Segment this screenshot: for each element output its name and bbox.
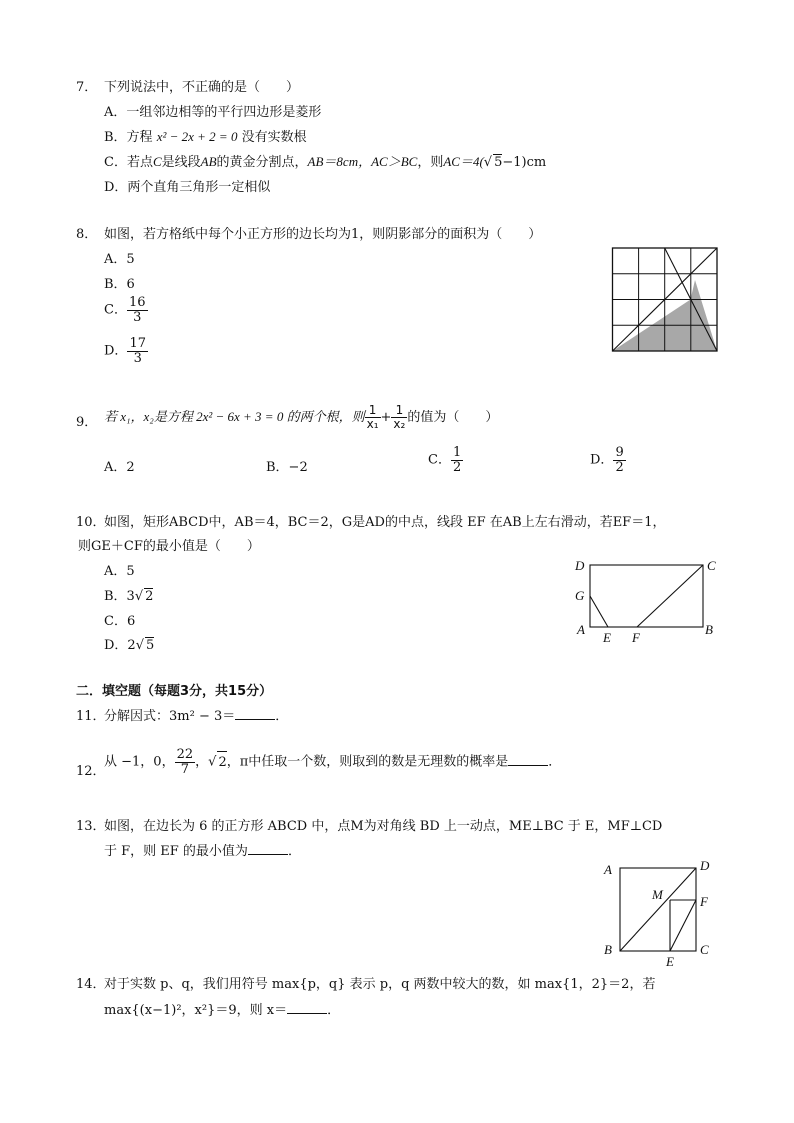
section2-heading: 二．填空题（每题3分，共15分） <box>76 684 273 699</box>
q9-d-fraction <box>613 446 625 474</box>
q8-option-c <box>104 296 148 324</box>
q11-answer-blank[interactable] <box>235 708 275 720</box>
q8-number: 8． <box>76 227 98 242</box>
q7-option-b <box>104 126 307 145</box>
q9-fraction-1 <box>365 404 381 430</box>
q13-label-b: B <box>604 942 612 957</box>
q13-line2-text: 于 F，则 EF 的最小值为 <box>104 844 248 859</box>
q8-d-fraction <box>127 337 148 365</box>
q12-numerator: 22 <box>176 747 194 762</box>
q13-answer-blank[interactable] <box>248 843 288 855</box>
q12-body: 从 −1，0， $\frac{22}{7}$ ，√ 2，π中任取一个数，则取到的数是无理数的概率是 ． <box>104 747 562 777</box>
q14-line2 <box>104 999 340 1018</box>
q10-option-d: D．2√ 5 <box>104 638 155 653</box>
q12-fraction <box>175 748 196 776</box>
q7-option-d: D．两个直角三角形一定相似 <box>104 180 271 195</box>
q10-label-b: B <box>705 622 713 637</box>
q10-d-sqrt: 5 <box>146 638 155 653</box>
q13-number: 13． <box>76 819 106 834</box>
q9-stem <box>104 404 498 431</box>
q12-denominator: 7 <box>180 761 189 777</box>
q7-c-prefix: C．若点 <box>104 155 153 170</box>
q9-c-fraction <box>451 446 463 474</box>
q9-option-b: B．−2 <box>266 460 308 475</box>
q9-c-label: C． <box>428 452 451 468</box>
q8-stem: 如图，若方格纸中每个小正方形的边长均为1，则阴影部分的面积为（ ） <box>104 227 542 242</box>
q7-option-c: C．若点C是线段AB的黄金分割点，AB＝8cm，AC＞BC，则AC＝4(√ 5−1)cm <box>104 154 547 170</box>
q14-end: ． <box>327 1003 341 1018</box>
q7-c-ac: AC＝4( <box>443 154 484 169</box>
q11-text: 分解因式：3m² − 3＝ <box>104 709 236 724</box>
q13-label-f: F <box>700 894 708 909</box>
q13-end: ． <box>287 844 301 859</box>
q9-option-c <box>428 446 463 474</box>
q12-suffix: ，π中任取一个数，则取到的数是无理数的概率是 <box>226 754 509 770</box>
q7-c-end: −1)cm <box>502 155 547 170</box>
q7-option-b-equation: x² − 2x + 2 = 0 <box>156 129 238 144</box>
q13-segment-ef <box>670 900 696 951</box>
q7-option-b-suffix: 没有实数根 <box>237 130 307 145</box>
q8-c-denominator: 3 <box>133 309 142 325</box>
q11-end: ． <box>275 709 289 724</box>
q10-b-label: B．3 <box>104 589 135 604</box>
q7-option-b-prefix: B．方程 <box>104 130 157 145</box>
q9-fraction-2 <box>391 404 407 430</box>
q8-c-numerator: 16 <box>128 295 146 310</box>
q7-stem: 下列说法中，不正确的是（ ） <box>104 80 300 95</box>
q7-c-ab: AB＝8cm， <box>307 154 372 169</box>
q10-label-f: F <box>632 630 640 645</box>
q10-b-sqrt: 2 <box>145 589 154 604</box>
q13-label-d: D <box>700 858 710 873</box>
q14-line2-text: max{(x−1)²，x²}＝9，则 x＝ <box>104 1003 288 1018</box>
q10-segment-ge <box>590 596 608 627</box>
q10-label-g: G <box>575 588 585 603</box>
q7-number: 7． <box>76 80 98 95</box>
q14-line1: 对于实数 p、q，我们用符号 max{p，q} 表示 p，q 两数中较大的数，如 max{1，2}＝2，若 <box>104 977 656 992</box>
q9-number: 9． <box>76 415 98 430</box>
q8-option-b: B．6 <box>104 277 135 292</box>
q14-answer-blank[interactable] <box>287 1002 327 1014</box>
q8-option-a: A．5 <box>104 252 135 267</box>
q12-sqrt: 2 <box>217 751 226 774</box>
q14-number: 14． <box>76 977 106 992</box>
q10-label-c: C <box>707 558 716 573</box>
q7-c-mid1: 是线段 <box>161 155 201 170</box>
q12-answer-blank[interactable] <box>508 754 548 766</box>
q10-option-c: C．6 <box>104 614 136 629</box>
q8-option-d <box>104 337 148 365</box>
q10-segment-cf <box>637 565 703 627</box>
q13-label-e: E <box>666 954 674 969</box>
q13-label-a: A <box>604 862 612 877</box>
q8-d-denominator: 3 <box>133 350 142 366</box>
q9-d-denominator: 2 <box>615 459 624 475</box>
q7-c-then: ，则 <box>417 155 444 170</box>
q13-line1: 如图，在边长为 6 的正方形 ABCD 中，点M为对角线 BD 上一动点，ME⊥BC 于 E，MF⊥CD <box>104 819 663 834</box>
q7-c-mid2: 的黄金分割点， <box>216 155 308 170</box>
q11-number: 11． <box>76 709 106 724</box>
q8-grid-figure <box>610 246 720 356</box>
q9-option-a: A．2 <box>104 460 135 475</box>
q10-option-b: B．3√ 2 <box>104 589 154 604</box>
q13-line2 <box>104 840 301 859</box>
q10-label-a: A <box>577 622 585 637</box>
q8-d-label: D． <box>104 343 128 359</box>
q7-c-compare: AC＞BC <box>371 154 418 169</box>
q10-label-d: D <box>575 558 585 573</box>
q10-d-label: D．2 <box>104 638 136 653</box>
q7-c-sqrt: 5 <box>494 155 503 170</box>
q12-number: 12． <box>76 764 106 779</box>
q7-option-a: A．一组邻边相等的平行四边形是菱形 <box>104 105 322 120</box>
q12-mid: ， <box>195 754 209 770</box>
q10-number: 10． <box>76 515 106 530</box>
q12-end: ． <box>548 754 562 770</box>
q13-label-c: C <box>700 942 709 957</box>
q9-f2-denominator: x₂ <box>393 417 406 431</box>
q9-f2-numerator: 1 <box>391 404 407 418</box>
q8-d-numerator: 17 <box>129 336 146 351</box>
q7-c-point: C <box>152 154 162 169</box>
q10-option-a: A．5 <box>104 564 135 579</box>
q7-c-segment: AB <box>200 154 217 169</box>
q10-label-e: E <box>603 630 611 645</box>
q9-f1-numerator: 1 <box>365 404 381 418</box>
q8-c-label: C． <box>104 302 127 318</box>
q10-line2: 则GE＋CF的最小值是（ ） <box>78 539 260 554</box>
q13-square-figure <box>596 854 720 969</box>
q9-stem-b: 的值为（ ） <box>407 410 499 425</box>
q10-rectangle-figure <box>570 554 720 646</box>
q8-c-fraction <box>127 296 148 324</box>
q13-diagonal-bd <box>620 868 696 951</box>
q9-d-label: D． <box>590 452 614 468</box>
q9-c-denominator: 2 <box>452 459 462 475</box>
q9-option-d <box>590 446 626 474</box>
q9-plus: + <box>380 410 392 425</box>
q11-body <box>104 705 288 724</box>
q12-prefix: 从 −1，0， <box>104 754 175 770</box>
q10-line1: 如图，矩形ABCD中，AB＝4，BC＝2，G是AD的中点，线段 EF 在AB上左右滑动，若EF＝1， <box>104 515 666 530</box>
q9-f1-denominator: x₁ <box>366 417 379 431</box>
q9-d-numerator: 9 <box>615 445 624 460</box>
q13-label-m: M <box>652 887 663 902</box>
q9-stem-a: 若 x₁，x₂是方程 2x² − 6x + 3 = 0 的两个根，则 <box>104 409 365 424</box>
q9-c-numerator: 1 <box>452 445 462 460</box>
